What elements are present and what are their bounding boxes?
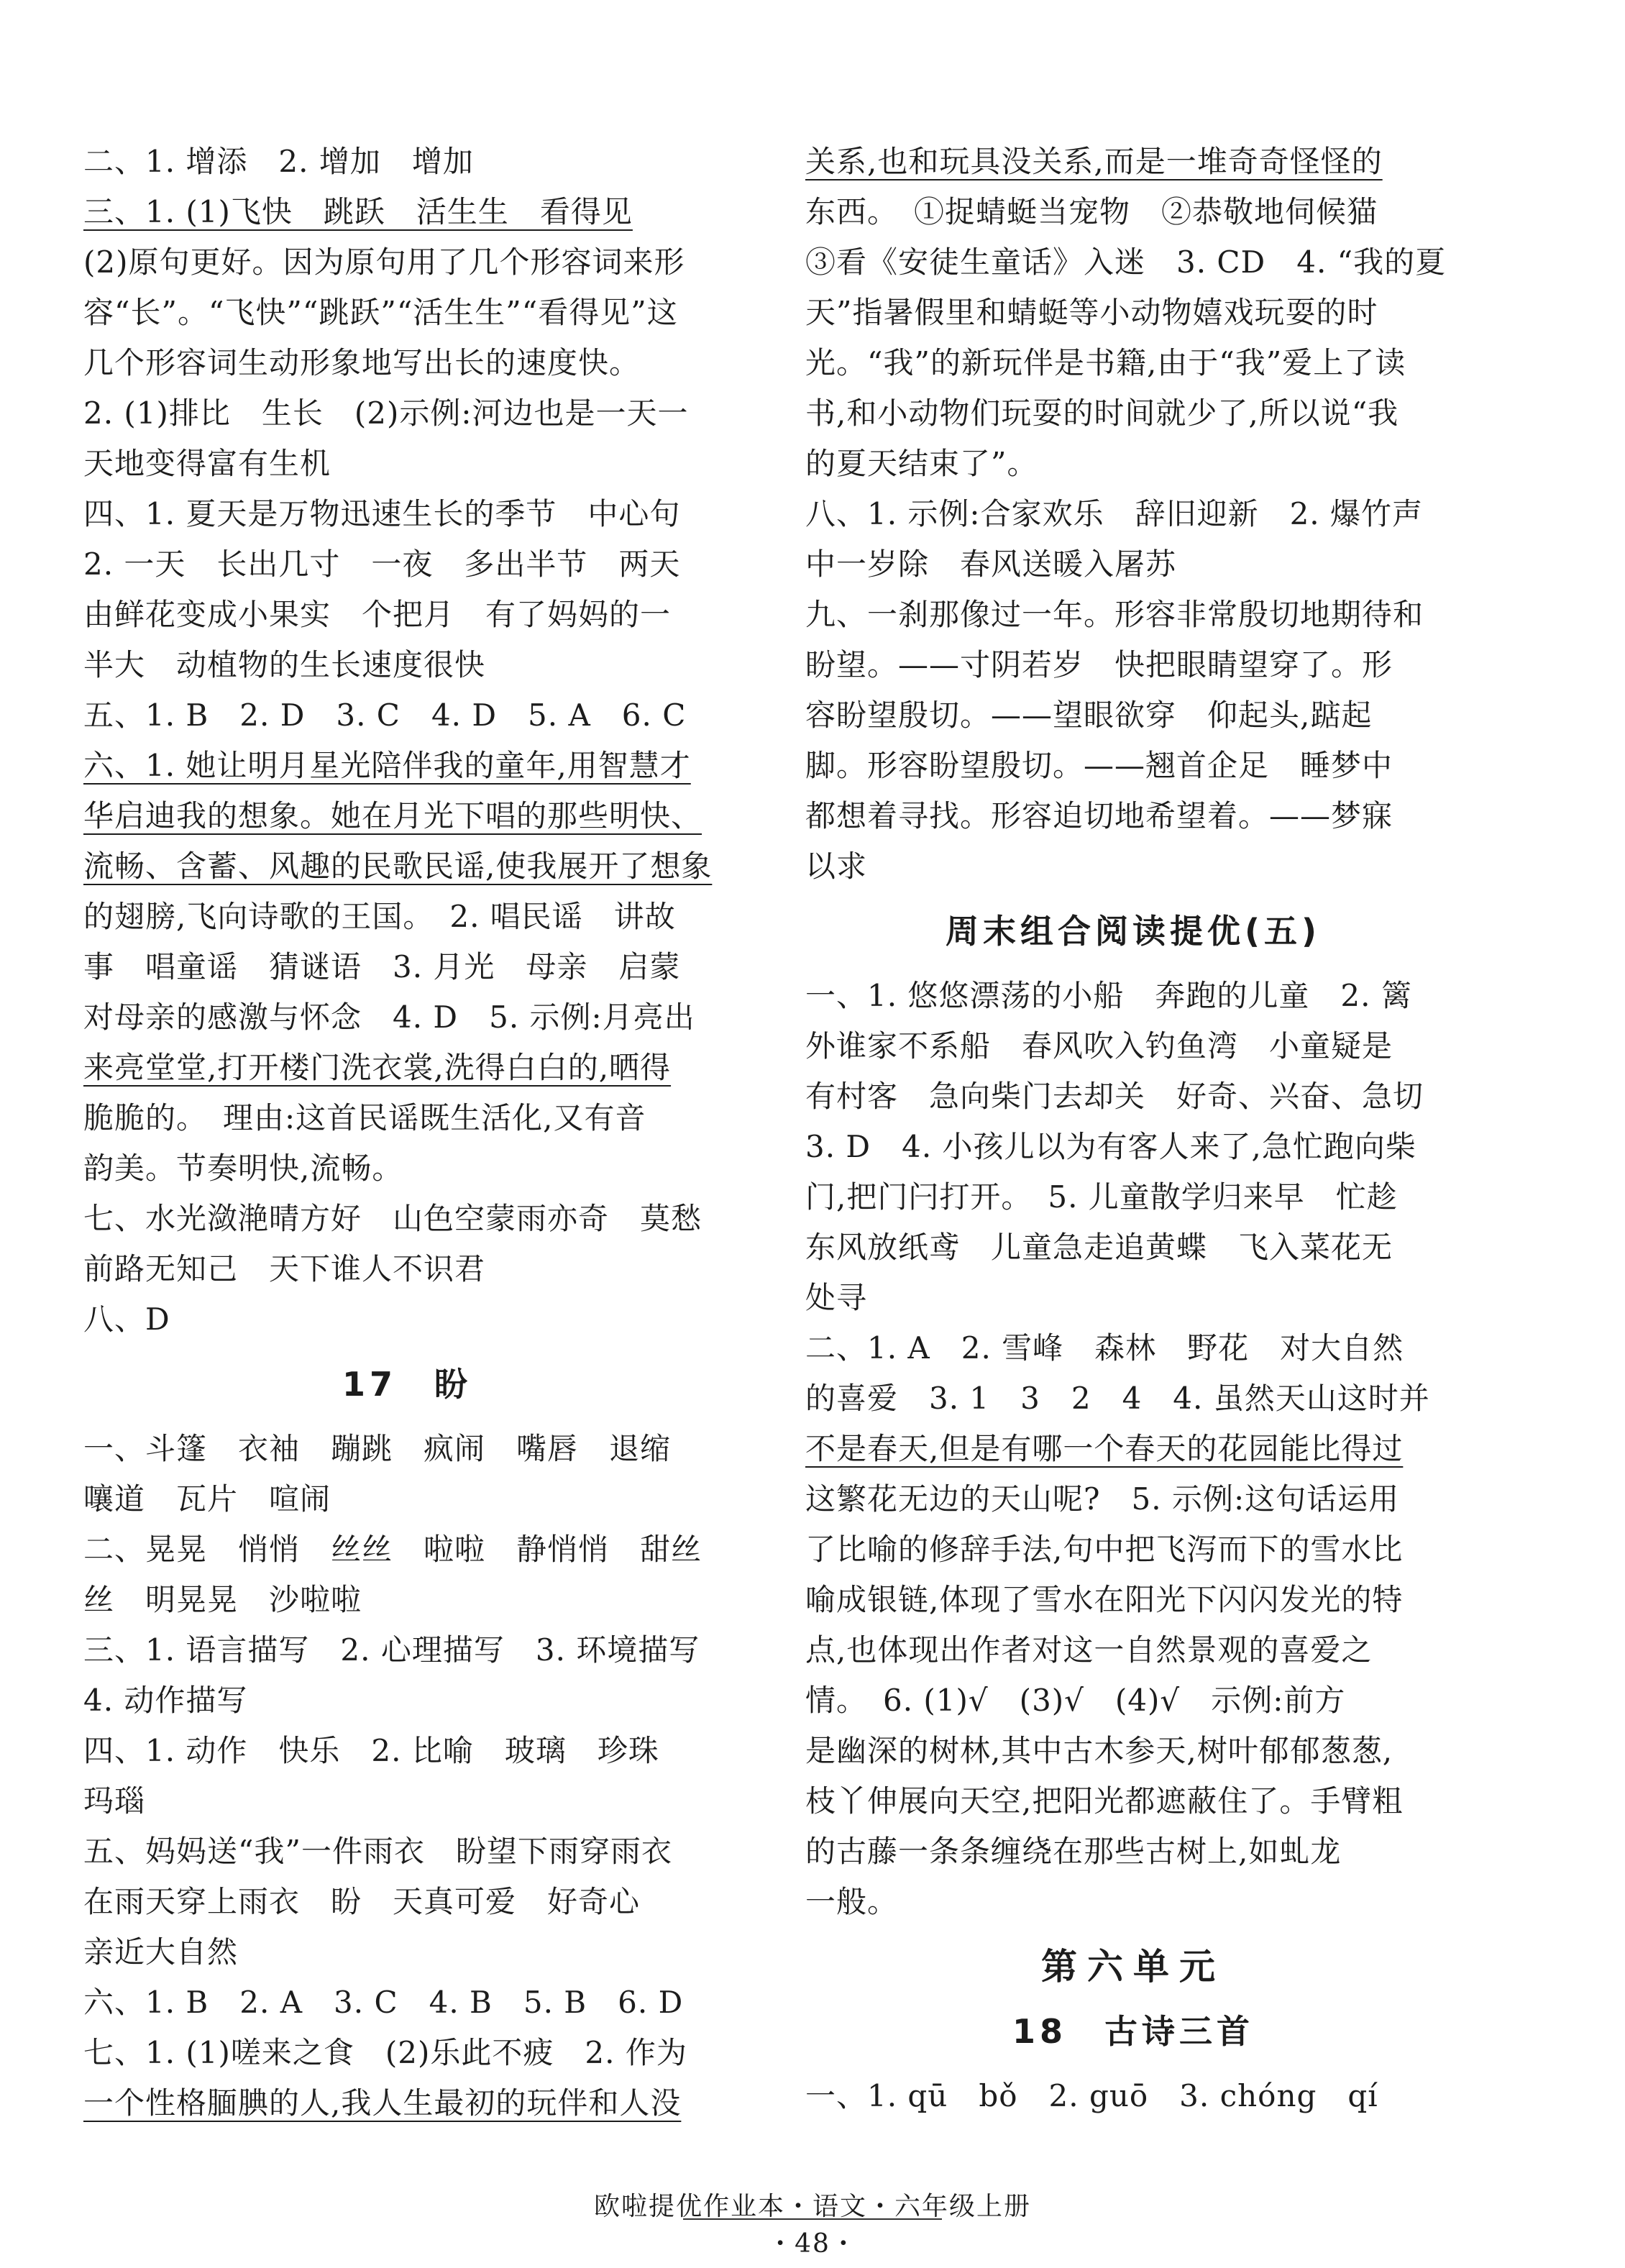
line-text: 17 盼	[342, 1365, 472, 1404]
answer-line	[805, 1373, 1461, 1424]
line-text: 在雨天穿上雨衣 盼 天真可爱 好奇心	[83, 1884, 641, 1919]
line-text: 由鲜花变成小果实 个把月 有了妈妈的一	[83, 597, 672, 632]
line-text: 处寻	[805, 1280, 868, 1315]
line-text: 的翅膀,飞向诗歌的王国。 2. 唱民谣 讲故	[83, 899, 676, 934]
answer-line	[805, 1071, 1461, 1122]
footer-book-title: 欧啦提优作业本・语文・六年级上册	[593, 2192, 1031, 2221]
line-text: 一般。	[805, 1884, 899, 1919]
line-text: 光。“我”的新玩伴是书籍,由于“我”爱上了读	[805, 345, 1406, 380]
line-text: 不是春天,但是有哪一个春天的花园能比得过	[805, 1431, 1404, 1466]
section-title	[805, 2006, 1461, 2057]
answer-line	[83, 2028, 731, 2078]
answer-line	[805, 640, 1461, 690]
answer-line	[805, 1625, 1461, 1675]
line-text: 书,和小动物们玩耍的时间就少了,所以说“我	[805, 395, 1399, 431]
line-text: 五、妈妈送“我”一件雨衣 盼望下雨穿雨衣	[83, 1834, 672, 1869]
line-text: 盼望。——寸阴若岁 快把眼睛望穿了。形	[805, 647, 1393, 682]
line-text: ③看《安徒生童话》入迷 3. CD 4. “我的夏	[805, 244, 1447, 280]
line-text: 3. D 4. 小孩儿以为有客人来了,急忙跑向柴	[805, 1129, 1416, 1164]
line-text: 的喜爱 3. 1 3 2 4 4. 虽然天山这时并	[805, 1381, 1430, 1416]
line-text: 周末组合阅读提优(五)	[945, 912, 1322, 951]
answer-line	[805, 841, 1461, 892]
line-text: 嚷道 瓦片 喧闹	[83, 1481, 331, 1517]
line-text: 七、1. (1)嗟来之食 (2)乐此不疲 2. 作为	[83, 2035, 687, 2070]
answer-line	[83, 1294, 731, 1345]
line-text: 点,也体现出作者对这一自然景观的喜爱之	[805, 1632, 1373, 1668]
answer-line	[83, 841, 731, 892]
answer-line	[83, 137, 731, 187]
answer-line	[83, 690, 731, 741]
answer-line	[83, 1143, 731, 1194]
line-text: 是幽深的树林,其中古木参天,树叶郁郁葱葱,	[805, 1733, 1393, 1768]
answer-line	[83, 1675, 731, 1726]
line-text: 的古藤一条条缠绕在那些古树上,如虬龙	[805, 1834, 1342, 1869]
line-text: 四、1. 动作 快乐 2. 比喻 玻璃 珍珠	[83, 1733, 659, 1768]
answer-line	[83, 1927, 731, 1977]
footer-divider	[683, 2218, 942, 2220]
line-text: 二、1. A 2. 雪峰 森林 野花 对大自然	[805, 1330, 1404, 1366]
answer-line	[805, 1323, 1461, 1373]
line-text: 一、1. qū bǒ 2. guō 3. chóng qí	[805, 2078, 1378, 2113]
line-text: 的夏天结束了”。	[805, 446, 1038, 481]
answer-line	[83, 892, 731, 942]
line-text: 韵美。节奏明快,流畅。	[83, 1151, 403, 1186]
answer-line	[805, 338, 1461, 388]
line-text: 来亮堂堂,打开楼门洗衣裳,洗得白白的,晒得	[83, 1050, 672, 1085]
answer-line	[83, 1625, 731, 1675]
left-column	[83, 137, 731, 2128]
line-text: 几个形容词生动形象地写出长的速度快。	[83, 345, 641, 380]
answer-line	[805, 1273, 1461, 1323]
answer-line	[83, 791, 731, 841]
line-text: 丝 明晃晃 沙啦啦	[83, 1582, 362, 1617]
answer-line	[805, 187, 1461, 237]
answer-line	[83, 539, 731, 590]
line-text: 脚。形容盼望殷切。——翘首企足 睡梦中	[805, 748, 1393, 783]
answer-line	[83, 1826, 731, 1877]
answer-line	[805, 539, 1461, 590]
answer-line	[805, 237, 1461, 288]
answer-line	[83, 2078, 731, 2128]
answer-line	[83, 1424, 731, 1474]
page-number: ・48・	[767, 2229, 858, 2259]
line-text: 对母亲的感激与怀念 4. D 5. 示例:月亮出	[83, 1000, 695, 1035]
line-text: 八、1. 示例:合家欢乐 辞旧迎新 2. 爆竹声	[805, 496, 1423, 531]
answer-line	[805, 1222, 1461, 1273]
answer-line	[83, 1194, 731, 1244]
line-text: 都想着寻找。形容迫切地希望着。——梦寐	[805, 798, 1393, 833]
answer-line	[83, 1093, 731, 1143]
line-text: 有村客 急向柴门去却关 好奇、兴奋、急切	[805, 1079, 1424, 1114]
line-text: 九、一刹那像过一年。形容非常殷切地期待和	[805, 597, 1424, 632]
line-text: 七、水光潋滟晴方好 山色空蒙雨亦奇 莫愁	[83, 1201, 702, 1236]
answer-line	[83, 1524, 731, 1575]
answer-line	[805, 1726, 1461, 1776]
answer-line	[83, 388, 731, 439]
answer-line	[83, 1877, 731, 1927]
line-text: 事 唱童谣 猜谜语 3. 月光 母亲 启蒙	[83, 949, 681, 984]
line-text: 天地变得富有生机	[83, 446, 331, 481]
line-text: 东西。 ①捉蜻蜓当宠物 ②恭敬地伺候猫	[805, 194, 1378, 229]
answer-line	[805, 791, 1461, 841]
answer-line	[805, 388, 1461, 439]
line-text: 门,把门闩打开。 5. 儿童散学归来早 忙趁	[805, 1179, 1398, 1215]
line-text: 二、1. 增添 2. 增加 增加	[83, 144, 474, 179]
answer-line	[83, 992, 731, 1043]
line-text: 容“长”。“飞快”“跳跃”“活生生”“看得见”这	[83, 295, 678, 330]
line-text: 八、D	[83, 1302, 170, 1337]
line-text: 一、斗篷 衣袖 蹦跳 疯闹 嘴唇 退缩	[83, 1431, 672, 1466]
line-text: 2. (1)排比 生长 (2)示例:河边也是一天一	[83, 395, 689, 431]
line-text: 天”指暑假里和蜻蜓等小动物嬉戏玩耍的时	[805, 295, 1378, 330]
line-text: 半大 动植物的生长速度很快	[83, 647, 486, 682]
answer-line	[805, 1776, 1461, 1826]
line-text: 流畅、含蓄、风趣的民歌民谣,使我展开了想象	[83, 849, 713, 884]
answer-line	[805, 489, 1461, 539]
answer-line	[83, 1244, 731, 1294]
section-title	[805, 1942, 1461, 1992]
answer-line	[83, 1474, 731, 1524]
line-text: 六、1. B 2. A 3. C 4. B 5. B 6. D	[83, 1985, 684, 2020]
answer-line	[805, 1172, 1461, 1222]
answer-line	[83, 1726, 731, 1776]
answer-line	[805, 288, 1461, 338]
answer-line	[83, 439, 731, 489]
line-text: 四、1. 夏天是万物迅速生长的季节 中心句	[83, 496, 681, 531]
answer-line	[83, 338, 731, 388]
answer-line	[83, 590, 731, 640]
line-text: 2. 一天 长出几寸 一夜 多出半节 两天	[83, 547, 681, 582]
answer-line	[805, 971, 1461, 1021]
answer-line	[83, 489, 731, 539]
answer-line	[805, 1122, 1461, 1172]
answer-line	[805, 1877, 1461, 1927]
line-text: 情。 6. (1)√ (3)√ (4)√ 示例:前方	[805, 1683, 1346, 1718]
line-text: 亲近大自然	[83, 1934, 239, 1970]
answer-line	[83, 237, 731, 288]
answer-line	[805, 1474, 1461, 1524]
answer-line	[83, 1776, 731, 1826]
line-text: 喻成银链,体现了雪水在阳光下闪闪发光的特	[805, 1582, 1404, 1617]
line-text: 脆脆的。 理由:这首民谣既生活化,又有音	[83, 1100, 646, 1135]
answer-line	[805, 690, 1461, 741]
answer-line	[805, 137, 1461, 187]
answer-line	[805, 1575, 1461, 1625]
line-text: 华启迪我的想象。她在月光下唱的那些明快、	[83, 798, 702, 833]
answer-line	[83, 187, 731, 237]
line-text: 前路无知己 天下谁人不识君	[83, 1251, 486, 1286]
line-text: 一、1. 悠悠漂荡的小船 奔跑的儿童 2. 篱	[805, 978, 1412, 1013]
line-text: (2)原句更好。因为原句用了几个形容词来形	[83, 244, 685, 280]
line-text: 了比喻的修辞手法,句中把飞泻而下的雪水比	[805, 1532, 1404, 1567]
line-text: 以求	[805, 849, 868, 884]
line-text: 18 古诗三首	[1012, 2012, 1254, 2051]
answer-line	[805, 1675, 1461, 1726]
answer-line	[805, 741, 1461, 791]
answer-line	[83, 288, 731, 338]
answer-line	[83, 1043, 731, 1093]
answer-line	[83, 942, 731, 992]
answer-line	[805, 1524, 1461, 1575]
answer-line	[805, 1021, 1461, 1071]
line-text: 这繁花无边的天山呢? 5. 示例:这句话运用	[805, 1481, 1400, 1517]
line-text: 容盼望殷切。——望眼欲穿 仰起头,踮起	[805, 698, 1373, 733]
line-text: 三、1. (1)飞快 跳跃 活生生 看得见	[83, 194, 633, 229]
line-text: 一个性格腼腆的人,我人生最初的玩伴和人没	[83, 2085, 682, 2121]
line-text: 枝丫伸展向天空,把阳光都遮蔽住了。手臂粗	[805, 1783, 1404, 1819]
line-text: 三、1. 语言描写 2. 心理描写 3. 环境描写	[83, 1632, 700, 1668]
line-text: 东风放纸鸢 儿童急走追黄蝶 飞入菜花无	[805, 1230, 1393, 1265]
answer-line	[805, 439, 1461, 489]
answer-line	[805, 1424, 1461, 1474]
answer-line	[805, 590, 1461, 640]
section-title	[83, 1359, 731, 1409]
line-text: 二、晃晃 悄悄 丝丝 啦啦 静悄悄 甜丝	[83, 1532, 702, 1567]
line-text: 中一岁除 春风送暖入屠苏	[805, 547, 1177, 582]
line-text: 4. 动作描写	[83, 1683, 248, 1718]
line-text: 第六单元	[1041, 1946, 1225, 1988]
line-text: 外谁家不系船 春风吹入钓鱼湾 小童疑是	[805, 1028, 1393, 1064]
answer-line	[83, 1575, 731, 1625]
answer-line	[83, 640, 731, 690]
line-text: 玛瑙	[83, 1783, 146, 1819]
line-text: 关系,也和玩具没关系,而是一堆奇奇怪怪的	[805, 144, 1383, 179]
answer-line	[83, 1977, 731, 2028]
answer-line	[83, 741, 731, 791]
section-title	[805, 906, 1461, 956]
line-text: 六、1. 她让明月星光陪伴我的童年,用智慧才	[83, 748, 691, 783]
answer-line	[805, 1826, 1461, 1877]
line-text: 五、1. B 2. D 3. C 4. D 5. A 6. C	[83, 698, 687, 733]
right-column	[805, 137, 1461, 2121]
answer-line	[805, 2071, 1461, 2121]
